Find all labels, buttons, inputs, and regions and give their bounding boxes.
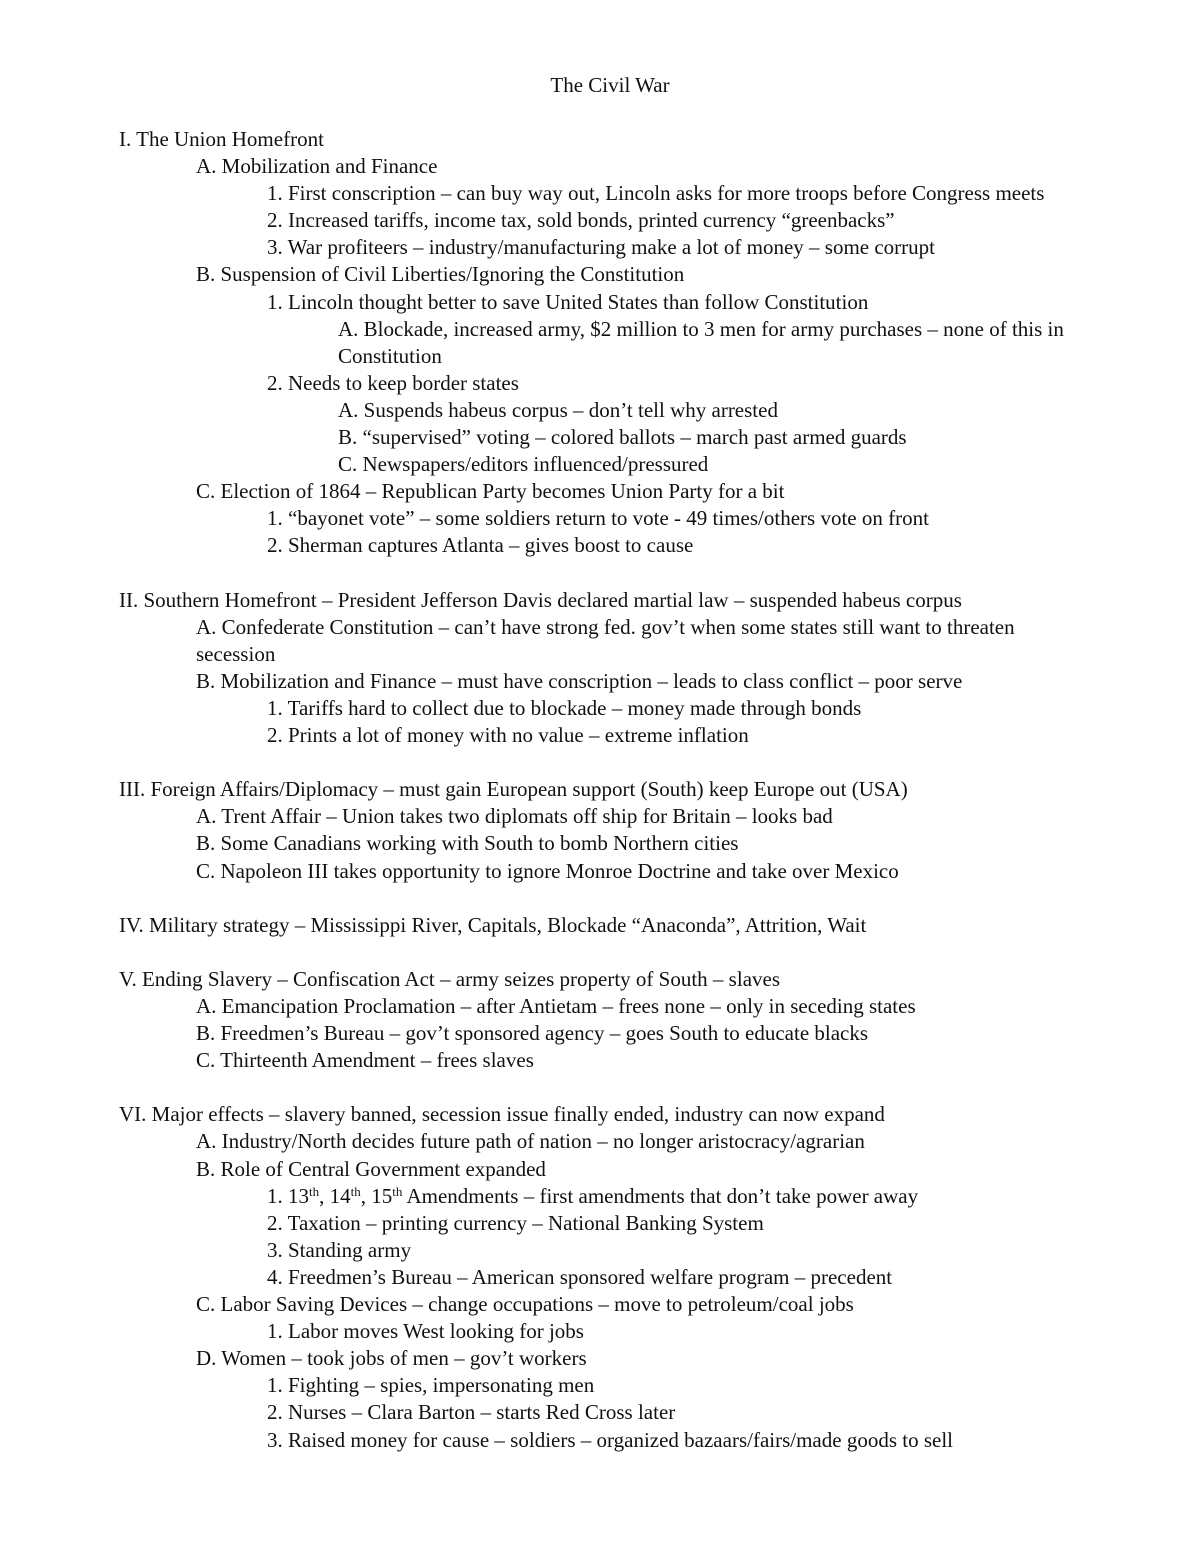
subsection: B. Some Canadians working with South to bomb Northern cities <box>196 831 739 856</box>
subsection: A. Confederate Constitution – can’t have strong fed. gov’t when some states still want to threaten secession <box>196 614 1015 666</box>
subsection: B. Role of Central Government expanded <box>196 1156 546 1181</box>
list-item: 1. First conscription – can buy way out, Lincoln asks for more troops before Congress meets <box>267 181 1045 206</box>
spacer <box>0 939 1200 966</box>
list-item: 2. Needs to keep border states <box>267 370 519 395</box>
list-item: 2. Taxation – printing currency – National Banking System <box>267 1210 764 1235</box>
subsection: A. Mobilization and Finance <box>196 154 438 179</box>
outline <box>0 126 1200 1454</box>
list-item: 2. Sherman captures Atlanta – gives boost to cause <box>267 533 694 558</box>
spacer <box>0 749 1200 776</box>
list-item: C. Newspapers/editors influenced/pressured <box>338 452 709 477</box>
list-item: 1. Tariffs hard to collect due to blockade – money made through bonds <box>267 695 862 720</box>
list-item: 3. War profiteers – industry/manufacturing make a lot of money – some corrupt <box>267 235 935 260</box>
list-item: 2. Increased tariffs, income tax, sold bonds, printed currency “greenbacks” <box>267 208 895 233</box>
superscript: th <box>392 1183 403 1199</box>
list-item: 4. Freedmen’s Bureau – American sponsored welfare program – precedent <box>267 1264 893 1289</box>
list-item: A. Suspends habeus corpus – don’t tell why arrested <box>338 397 778 422</box>
list-item: 3. Raised money for cause – soldiers – organized bazaars/fairs/made goods to sell <box>267 1427 953 1452</box>
list-item: B. “supervised” voting – colored ballots – march past armed guards <box>338 425 907 450</box>
spacer <box>0 1074 1200 1101</box>
subsection: B. Suspension of Civil Liberties/Ignoring the Constitution <box>196 262 685 287</box>
section-heading: V. Ending Slavery – Confiscation Act – army seizes property of South – slaves <box>119 966 781 991</box>
page-title: The Civil War <box>550 73 670 97</box>
section-heading: IV. Military strategy – Mississippi River, Capitals, Blockade “Anaconda”, Attrition, Wait <box>119 912 867 937</box>
section-heading: I. The Union Homefront <box>119 127 324 151</box>
subsection: A. Emancipation Proclamation – after Antietam – frees none – only in seceding states <box>196 994 916 1018</box>
list-item: 1. “bayonet vote” – some soldiers return to vote - 49 times/others vote on front <box>267 506 929 531</box>
superscript: th <box>350 1183 361 1199</box>
list-item: 3. Standing army <box>267 1237 412 1262</box>
text-run: Amendments – first amendments that don’t take power away <box>402 1183 919 1208</box>
text-run: , 14 <box>319 1183 351 1208</box>
subsection: D. Women – took jobs of men – gov’t workers <box>196 1346 587 1371</box>
subsection: B. Mobilization and Finance – must have conscription – leads to class conflict – poor serve <box>196 668 963 693</box>
list-item <box>0 1183 1200 1210</box>
subsection: B. Freedmen’s Bureau – gov’t sponsored agency – goes South to educate blacks <box>196 1021 869 1046</box>
text-run: , 15 <box>360 1183 393 1208</box>
spacer <box>0 885 1200 912</box>
subsection: C. Thirteenth Amendment – frees slaves <box>196 1048 534 1073</box>
subsection: C. Napoleon III takes opportunity to ignore Monroe Doctrine and take over Mexico <box>196 858 899 883</box>
section-heading: VI. Major effects – slavery banned, secession issue finally ended, industry can now expand <box>119 1102 885 1127</box>
text-run: 1. 13 <box>267 1183 309 1208</box>
subsection: A. Trent Affair – Union takes two diplomats off ship for Britain – looks bad <box>196 804 833 829</box>
list-item: 1. Labor moves West looking for jobs <box>267 1319 584 1344</box>
subsection: C. Labor Saving Devices – change occupations – move to petroleum/coal jobs <box>196 1292 854 1317</box>
list-item: 2. Nurses – Clara Barton – starts Red Cross later <box>267 1400 676 1425</box>
section-heading: II. Southern Homefront – President Jefferson Davis declared martial law – suspended habeus corpus <box>119 587 962 612</box>
subsection: A. Industry/North decides future path of nation – no longer aristocracy/agrarian <box>196 1129 865 1154</box>
list-item: 1. Lincoln thought better to save United States than follow Constitution <box>267 289 869 314</box>
list-item: 2. Prints a lot of money with no value – extreme inflation <box>267 723 749 748</box>
subsection: C. Election of 1864 – Republican Party becomes Union Party for a bit <box>196 479 785 504</box>
spacer <box>0 560 1200 587</box>
section-heading: III. Foreign Affairs/Diplomacy – must gain European support (South) keep Europe out (USA) <box>119 777 908 802</box>
list-item: A. Blockade, increased army, $2 million to 3 men for army purchases – none of this in Constitution <box>338 316 1064 368</box>
list-item: 1. Fighting – spies, impersonating men <box>267 1373 595 1398</box>
superscript: th <box>309 1183 320 1199</box>
